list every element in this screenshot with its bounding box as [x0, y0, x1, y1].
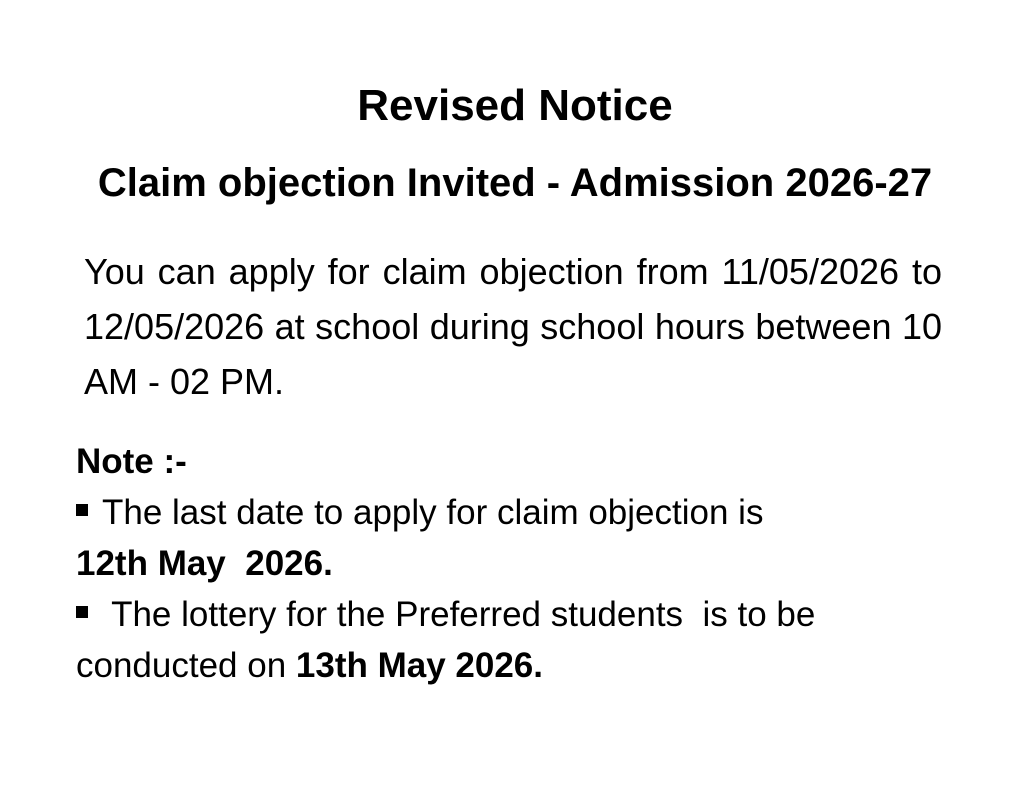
note-item-2-text: The lottery for the Preferred students is to be — [102, 595, 816, 634]
note-item-2-text-cont: conducted on — [76, 646, 296, 685]
notice-title: Revised Notice — [357, 81, 673, 130]
square-bullet-icon — [76, 606, 88, 618]
note-item-2-cont — [76, 640, 976, 691]
notice-body: You can apply for claim objection from 11/05/2026 to 12/05/2026 at school during school hours between 10 AM - 02 PM. — [84, 251, 942, 402]
note-item-1 — [76, 487, 976, 538]
note-item-2 — [76, 589, 976, 640]
note-item-2-date: 13th May 2026. — [295, 646, 543, 685]
square-bullet-icon — [76, 504, 88, 516]
notice-subtitle: Claim objection Invited - Admission 2026-27 — [97, 161, 933, 205]
note-item-1-text: The last date to apply for claim objection is — [102, 493, 764, 532]
note-section — [76, 436, 976, 691]
note-heading: Note :- — [76, 442, 187, 481]
note-item-1-date: 12th May 2026. — [76, 544, 333, 583]
